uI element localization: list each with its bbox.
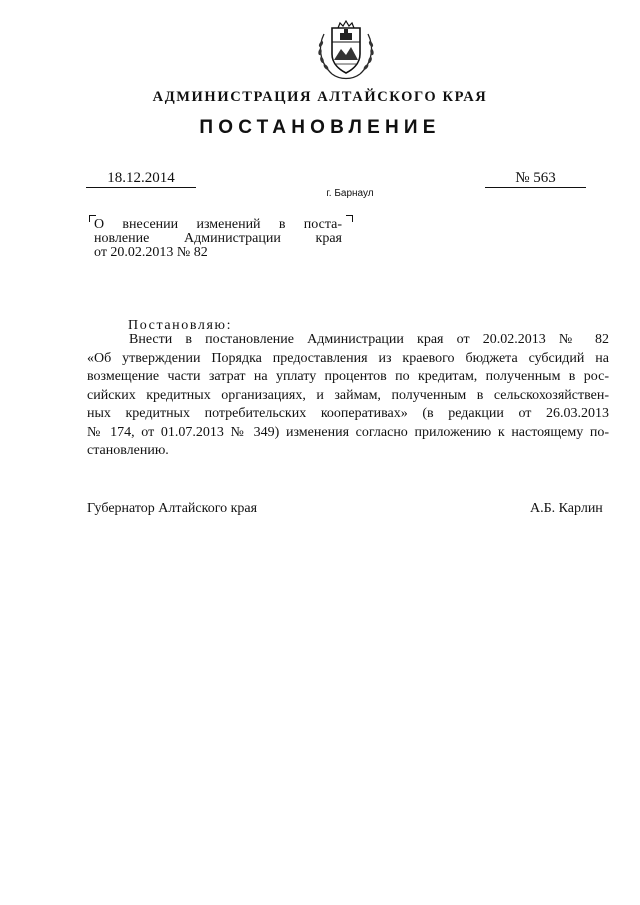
decree-lead: Постановляю: (128, 318, 233, 333)
subject-line: от 20.02.2013 № 82 (94, 245, 208, 260)
subject-corner-right-icon (346, 215, 353, 222)
body-line: становлению. (87, 443, 169, 458)
altai-krai-coat-of-arms-icon (310, 14, 382, 84)
body-line: Внести в постановление Администрации края от 20.02.2013 № 82 (129, 332, 609, 347)
document-type: ПОСТАНОВЛЕНИЕ (199, 117, 441, 138)
subject-line: новление Администрации края (94, 231, 342, 246)
decree-body (87, 331, 609, 461)
body-line: сийских кредитных организациях, и займам, полученным в сельскохозяйствен- (87, 387, 609, 403)
body-line: возмещение части затрат на уплату процентов по кредитам, полученным в рос- (87, 369, 609, 384)
body-line: № 174, от 01.07.2013 № 349) изменения согласно приложению к настоящему по- (87, 424, 609, 440)
subject-line: О внесении изменений в поста- (94, 217, 342, 232)
signatory-title: Губернатор Алтайского края (87, 501, 258, 516)
signatory-name: А.Б. Карлин (530, 501, 603, 516)
body-line: «Об утверждении Порядка предоставления из краевого бюджета субсидий на (87, 350, 609, 366)
document-date: 18.12.2014 (86, 170, 196, 188)
document-number: № 563 (485, 170, 586, 188)
agency-title: АДМИНИСТРАЦИЯ АЛТАЙСКОГО КРАЯ (152, 89, 488, 105)
body-line: ных кредитных потребительских кооперативах» (в редакции от 26.03.2013 (87, 406, 609, 421)
document-subject (94, 218, 342, 260)
city: г. Барнаул (326, 188, 374, 199)
